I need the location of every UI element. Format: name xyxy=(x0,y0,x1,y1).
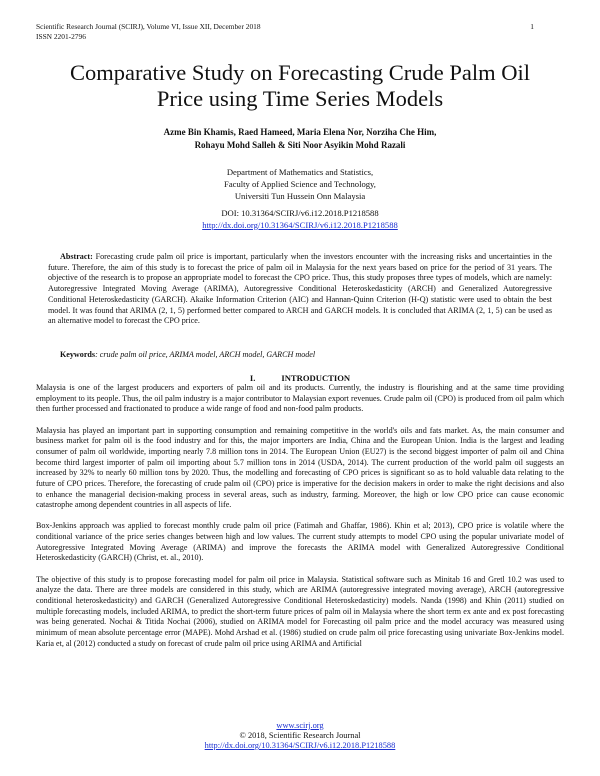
journal-header xyxy=(36,22,261,42)
body-text xyxy=(36,383,564,660)
title-line-1: Comparative Study on Forecasting Crude Palm Oil xyxy=(70,60,530,85)
section-heading xyxy=(0,373,600,383)
authors-line-2: Rohayu Mohd Salleh & Siti Noor Asyikin Mohd Razali xyxy=(194,140,406,150)
paragraph-1: Malaysia is one of the largest producers and exporters of palm oil and its products. Currently, the industry is flourishing and at the same time providing employment to its people. Thus, the oil palm industry is a major contributor to Malaysian export revenues. Crude palm oil (CPO) is produced from oil palm which then further processed and fractionated to produce a wide range of food and non-food palm products. xyxy=(36,383,564,414)
doi-text: DOI: 10.31364/SCIRJ/v6.i12.2018.P1218588 xyxy=(221,208,379,218)
abstract-label: Abstract: xyxy=(60,252,93,261)
keywords-label: Keywords xyxy=(60,350,96,359)
authors-line-1: Azme Bin Khamis, Raed Hameed, Maria Elena Nor, Norziha Che Him, xyxy=(163,127,437,137)
paragraph-2: Malaysia has played an important part in supporting consumption and remaining competitive in the world's oils and fats market. As, the main consumer and business market for palm oil is the food industry and for this, the major importers are India, China and the European Union. India is the largest and leading consumer of palm oil worldwide, importing nearly 7.8 million tons in 2014. The European Union (EU27) is the second biggest importer of palm oil and China become third largest importer of palm oil importing about 5.7 million tons in 2014 (USDA, 2014). The current production of the world palm oil suggests an increased by 32% to nearly 60 million tons by 2020. Thus, the modelling and forecasting of CPO prices is significant so as to hold valuable data relating to the future of CPO prices. Therefore, the forecasting of crude palm oil (CPO) price is imperative for the decision makers in order to make the right decisions and also to enhance the managerial decision-making process in several areas, such as industry, farming. Moreover, the high or low CPO price can cause economic catastrophe among dependent countries in all aspects of life. xyxy=(36,425,564,510)
abstract-text: Forecasting crude palm oil price is important, particularly when the investors encounter with the increasing risks and uncertainties in the future. Therefore, the aim of this study is to forecast the price of palm oil in Malaysia for the next years based on price for the period of 31 years. The objective of the research is to propose an appropriate model to forecast the CPO price. Thus, this study proposes three types of models, which are namely: Autoregressive Integrated Moving Average (ARIMA), Autoregressive Conditional Heteroskedasticity (ARCH) and Generalized Autoregressive Conditional Heteroskedasticity (GARCH). Akaike Information Criterion (AIC) and Hannan-Quinn Criterion (H-Q) statistic were used to obtain the best model. It was found that ARIMA (2, 1, 5) performed better compared to ARCH and GARCH models. It is concluded that ARIMA (2, 1, 5) can be used as an alternative model to forecast the CPO price. xyxy=(48,252,552,326)
affiliation xyxy=(80,166,520,202)
authors xyxy=(60,126,540,152)
paper-title xyxy=(30,60,570,112)
affiliation-line-2: Faculty of Applied Science and Technology, xyxy=(224,179,376,189)
page-footer xyxy=(0,721,600,751)
keywords-text: : crude palm oil price, ARIMA model, ARCH model, GARCH model xyxy=(95,350,316,359)
page-number: 1 xyxy=(530,22,534,31)
section-number: I. xyxy=(249,373,256,383)
footer-doi-link[interactable]: http://dx.doi.org/10.31364/SCIRJ/v6.i12.2018.P1218588 xyxy=(204,741,396,750)
journal-name: Scientific Research Journal (SCIRJ), Volume VI, Issue XII, December 2018 xyxy=(36,22,261,31)
affiliation-line-1: Department of Mathematics and Statistics, xyxy=(226,167,374,177)
paragraph-4: The objective of this study is to propose forecasting model for palm oil price in Malaysia. Statistical software such as Minitab 16 and Gretl 10.2 was used to analyze the data. There are three models are considered in this study, which are ARIMA (autoregressive integrated moving average), ARCH (autoregressive conditional heteroskedasticity) and GARCH (Generalized Autoregressive Conditional Heteroskedasticity) models. Nanda (1998) and Khin (2011) studied on multiple forecasting models, included ARIMA, to predict the short-term future prices of palm oil in Malaysia where the short term ex ante and ex post forecasting was being generated. Nochai & Titida Nochai (2006), studied on ARIMA model for Forecasting oil palm price and the model accuracy was measured using minimum of mean absolute percentage error (MAPE). Mohd Arshad et al. (1986) studied on crude palm oil price forecasting using univariate Box-Jenkins model. Karia et, al (2012) conducted a study on forecast of crude palm oil price using ARIMA and Artificial xyxy=(36,574,564,648)
doi-block xyxy=(80,208,520,231)
section-title: INTRODUCTION xyxy=(281,373,351,383)
affiliation-line-3: Universiti Tun Hussein Onn Malaysia xyxy=(234,191,366,201)
keywords xyxy=(48,350,552,361)
doi-link[interactable]: http://dx.doi.org/10.31364/SCIRJ/v6.i12.2018.P1218588 xyxy=(202,219,398,230)
footer-site-link[interactable]: www.scirj.org xyxy=(276,721,324,730)
abstract xyxy=(48,252,552,327)
footer-copyright: © 2018, Scientific Research Journal xyxy=(239,731,361,740)
paragraph-3: Box-Jenkins approach was applied to forecast monthly crude palm oil price (Fatimah and Ghaffar, 1986). Khin et al; 2013), CPO price is volatile where the conditional variance of the price series changes between high and low values. The current study attempts to model CPO using the popular univariate model of Autoregressive Integrated Moving Average (ARIMA) and improve the forecasts the ARIMA model with Generalized Autoregressive Conditional Heteroskedasticity (GARCH) (Christ, et. al., 2010). xyxy=(36,521,564,563)
issn: ISSN 2201-2796 xyxy=(36,32,86,41)
title-line-2: Price using Time Series Models xyxy=(156,86,444,111)
